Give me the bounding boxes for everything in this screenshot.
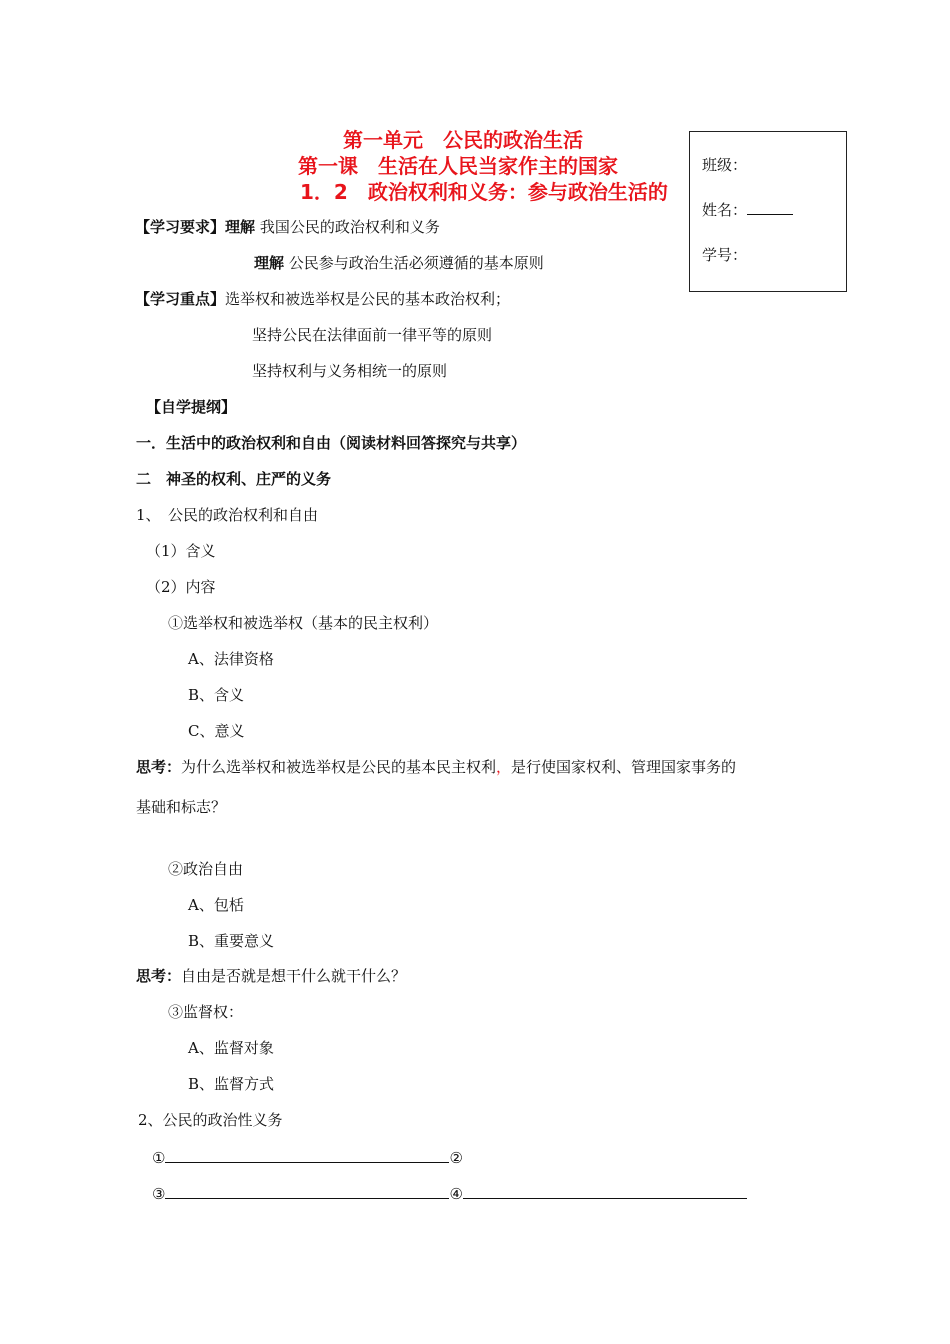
right-1: ①选举权和被选举权（基本的民主权利） bbox=[168, 614, 439, 632]
answer-blank-3[interactable] bbox=[165, 1182, 449, 1199]
outline-item-1: 1、 公民的政治权利和自由 bbox=[136, 506, 319, 524]
requirement-verb: 理解 bbox=[225, 218, 256, 236]
key-point-2: 坚持公民在法律面前一律平等的原则 bbox=[252, 326, 493, 344]
lesson-title: 第一课 生活在人民当家作主的国家 bbox=[298, 154, 618, 178]
think-text: 为什么选举权和被选举权是公民的基本民主权利 bbox=[181, 758, 497, 776]
think-question-1 bbox=[136, 757, 736, 777]
name-blank[interactable] bbox=[747, 200, 793, 215]
key-points-label: 【学习重点】 bbox=[135, 290, 226, 308]
blank-marker-1: ① bbox=[152, 1149, 166, 1167]
right-1-a: A、法律资格 bbox=[188, 650, 274, 668]
blank-row-2 bbox=[152, 1182, 747, 1204]
answer-blank-1[interactable] bbox=[165, 1146, 449, 1163]
requirements-row-1 bbox=[135, 217, 440, 237]
requirement-text: 我国公民的政治权利和义务 bbox=[259, 218, 440, 236]
right-2: ②政治自由 bbox=[168, 860, 244, 878]
requirement-text: 公民参与政治生活必须遵循的基本原则 bbox=[288, 254, 544, 272]
class-label: 班级： bbox=[702, 156, 748, 174]
think-label: 思考： bbox=[136, 967, 182, 985]
think-label: 思考： bbox=[136, 758, 182, 776]
unit-title: 第一单元 公民的政治生活 bbox=[343, 128, 583, 152]
think-question-1-cont: 基础和标志？ bbox=[136, 798, 227, 816]
right-3: ③监督权： bbox=[168, 1003, 244, 1021]
outline-part-1: 一．生活中的政治权利和自由（阅读材料回答探究与共享） bbox=[136, 434, 527, 452]
right-3-a: A、监督对象 bbox=[188, 1039, 274, 1057]
right-1-b: B、含义 bbox=[188, 686, 245, 704]
blank-marker-3: ③ bbox=[152, 1185, 166, 1203]
blank-row-1 bbox=[152, 1146, 463, 1168]
name-row bbox=[702, 199, 793, 220]
outline-sub-2: （2）内容 bbox=[146, 578, 216, 596]
blank-marker-2: ② bbox=[449, 1149, 463, 1167]
requirements-label: 【学习要求】 bbox=[135, 218, 226, 236]
id-label: 学号： bbox=[702, 246, 748, 264]
think-question-2 bbox=[136, 966, 406, 986]
think-text: 自由是否就是想干什么就干什么？ bbox=[181, 967, 407, 985]
right-1-c: C、意义 bbox=[188, 722, 245, 740]
section-title: 1．2 政治权利和义务：参与政治生活的 bbox=[300, 180, 668, 204]
answer-blank-4[interactable] bbox=[463, 1182, 747, 1199]
key-points-row-1 bbox=[135, 289, 510, 309]
think-text: 是行使国家权利、管理国家事务的 bbox=[511, 758, 737, 776]
key-point-3: 坚持权利与义务相统一的原则 bbox=[252, 362, 448, 380]
outline-label: 【自学提纲】 bbox=[146, 398, 237, 416]
think-comma: ， bbox=[496, 758, 512, 776]
right-2-a: A、包栝 bbox=[188, 896, 244, 914]
outline-part-2: 二 神圣的权利、庄严的义务 bbox=[136, 470, 332, 488]
student-info-box bbox=[689, 131, 847, 292]
key-point-text: 选举权和被选举权是公民的基本政治权利； bbox=[225, 290, 511, 308]
outline-item-2: 2、公民的政治性义务 bbox=[138, 1111, 283, 1129]
outline-sub-1: （1）含义 bbox=[146, 542, 216, 560]
requirement-verb: 理解 bbox=[254, 254, 285, 272]
requirements-row-2 bbox=[254, 253, 544, 273]
name-label: 姓名： bbox=[702, 201, 748, 219]
blank-marker-4: ④ bbox=[449, 1185, 463, 1203]
right-2-b: B、重要意义 bbox=[188, 932, 275, 950]
right-3-b: B、监督方式 bbox=[188, 1075, 275, 1093]
